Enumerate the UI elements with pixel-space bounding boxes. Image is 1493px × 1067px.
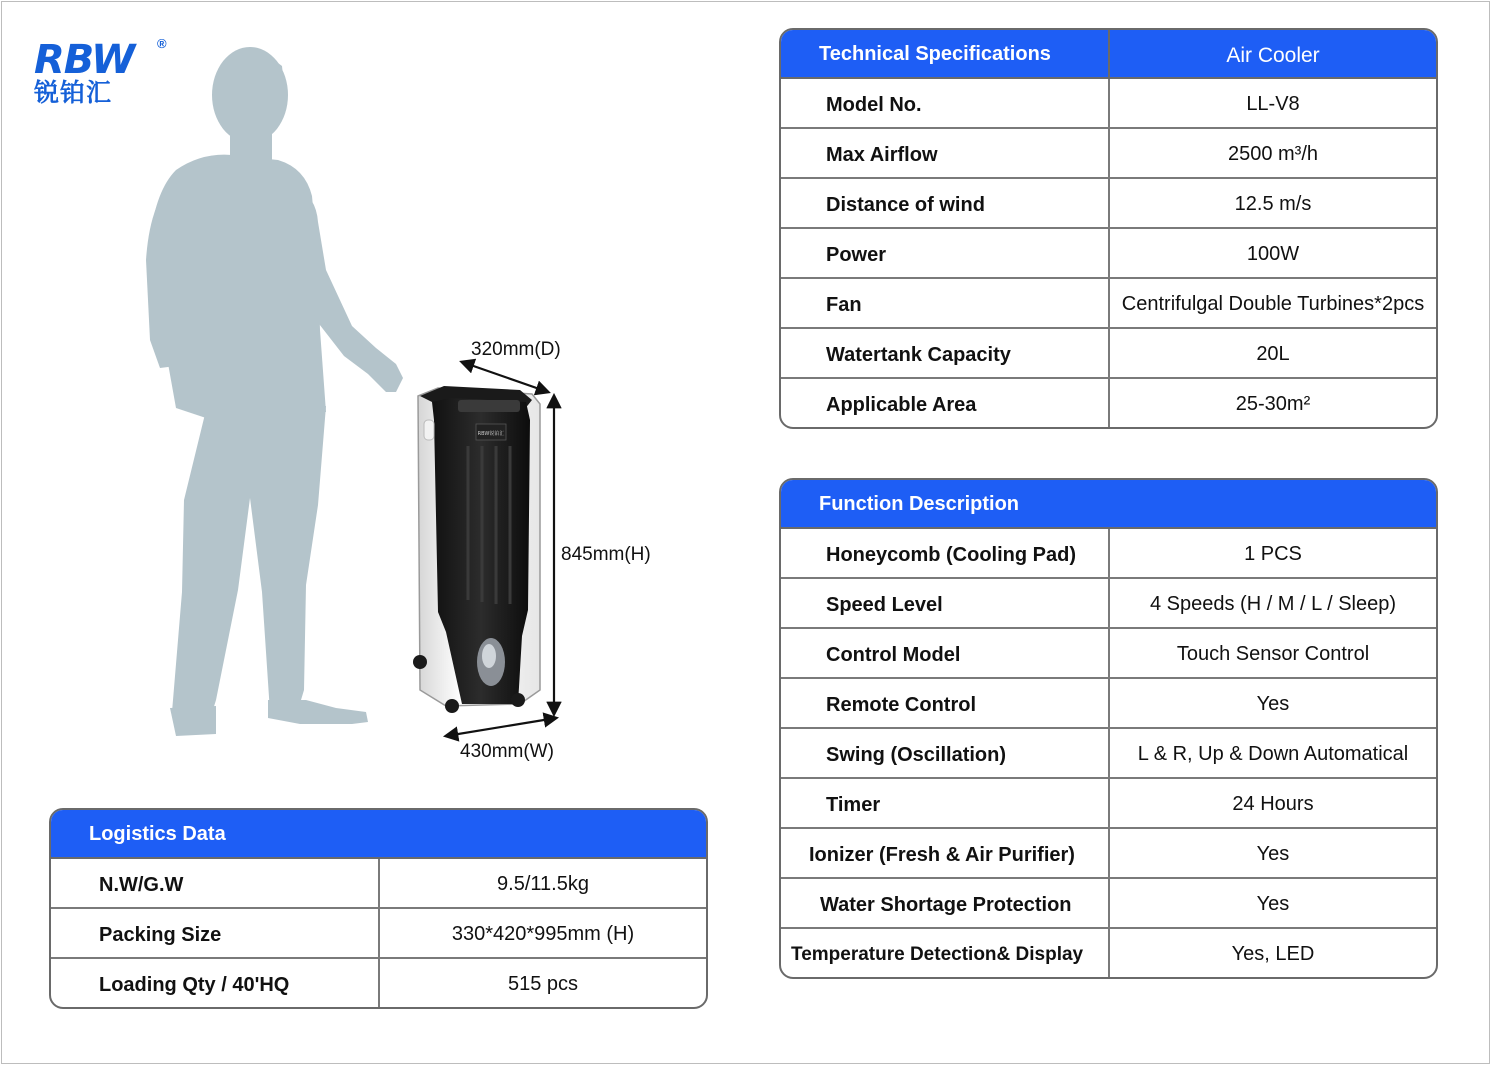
- table-row: [781, 929, 1436, 979]
- technical-specifications-header: [781, 30, 1436, 79]
- table-row: [781, 779, 1436, 829]
- logistics-label: Packing Size: [51, 909, 380, 957]
- logistics-data-title: Logistics Data: [89, 823, 226, 845]
- technical-specifications-table: [779, 28, 1438, 429]
- depth-dimension-label: 320mm(D): [471, 339, 561, 360]
- function-value: Yes: [1256, 693, 1290, 715]
- function-label: Water Shortage Protection: [781, 879, 1110, 927]
- height-dimension-label: 845mm(H): [561, 544, 651, 565]
- logistics-label: Loading Qty / 40'HQ: [51, 959, 380, 1009]
- table-row: [781, 629, 1436, 679]
- logistics-data-table: [49, 808, 708, 1009]
- spec-label: Distance of wind: [781, 179, 1110, 227]
- table-row: [781, 329, 1436, 379]
- logistics-value: 9.5/11.5kg: [497, 873, 589, 895]
- function-label: Honeycomb (Cooling Pad): [781, 529, 1110, 577]
- technical-specifications-title: Technical Specifications: [819, 43, 1051, 65]
- logo-text: RBW: [34, 37, 135, 83]
- function-value: Yes: [1256, 843, 1290, 865]
- logistics-value: 515 pcs: [507, 973, 579, 995]
- function-value: L & R, Up & Down Automatical: [1137, 743, 1409, 765]
- logistics-data-header: [51, 810, 706, 859]
- table-row: [781, 279, 1436, 329]
- table-row: [781, 129, 1436, 179]
- logistics-value: 330*420*995mm (H): [451, 923, 635, 945]
- table-row: [781, 679, 1436, 729]
- function-label: Speed Level: [781, 579, 1110, 627]
- spec-label: Power: [781, 229, 1110, 277]
- spec-label: Max Airflow: [781, 129, 1110, 177]
- function-description-header: [781, 480, 1436, 529]
- table-row: [781, 729, 1436, 779]
- spec-label: Watertank Capacity: [781, 329, 1110, 377]
- spec-value: 25-30m²: [1235, 393, 1311, 415]
- logistics-label: N.W/G.W: [51, 859, 380, 907]
- table-row: [51, 959, 706, 1009]
- product-type: Air Cooler: [1226, 44, 1320, 67]
- table-row: [781, 379, 1436, 429]
- function-label: Temperature Detection& Display: [781, 929, 1110, 979]
- spec-label: Fan: [781, 279, 1110, 327]
- width-dimension-label: 430mm(W): [460, 741, 554, 762]
- table-row: [781, 179, 1436, 229]
- function-value: Touch Sensor Control: [1176, 643, 1370, 665]
- function-label: Ionizer (Fresh & Air Purifier): [781, 829, 1110, 877]
- function-description-table: [779, 478, 1438, 979]
- table-row: [781, 229, 1436, 279]
- function-value: 1 PCS: [1244, 543, 1302, 565]
- function-label: Control Model: [781, 629, 1110, 677]
- table-row: [781, 829, 1436, 879]
- function-value: 24 Hours: [1232, 793, 1314, 815]
- spec-value: 100W: [1246, 243, 1300, 265]
- table-row: [51, 909, 706, 959]
- table-row: [781, 529, 1436, 579]
- spec-value: LL-V8: [1246, 93, 1300, 115]
- function-label: Swing (Oscillation): [781, 729, 1110, 777]
- unit-brand-plate: RBW锐铂汇: [477, 431, 505, 437]
- logo-chinese-text: 锐铂汇: [34, 78, 113, 107]
- function-label: Timer: [781, 779, 1110, 827]
- spec-value: Centrifulgal Double Turbines*2pcs: [1121, 293, 1425, 315]
- table-row: [781, 879, 1436, 929]
- spec-value: 20L: [1256, 343, 1290, 365]
- table-row: [781, 579, 1436, 629]
- person-silhouette: [146, 47, 403, 736]
- table-row: [51, 859, 706, 909]
- spec-value: 2500 m³/h: [1227, 143, 1319, 165]
- product-illustration: [0, 0, 760, 800]
- spec-label: Applicable Area: [781, 379, 1110, 429]
- spec-value: 12.5 m/s: [1234, 193, 1312, 215]
- function-label: Remote Control: [781, 679, 1110, 727]
- function-value: Yes: [1256, 893, 1290, 915]
- table-row: [781, 79, 1436, 129]
- air-cooler-unit: [413, 386, 540, 713]
- spec-label: Model No.: [781, 79, 1110, 127]
- function-value: 4 Speeds (H / M / L / Sleep): [1149, 593, 1397, 615]
- registered-mark: ®: [157, 36, 167, 51]
- function-value: Yes, LED: [1231, 943, 1315, 965]
- function-description-title: Function Description: [819, 493, 1019, 515]
